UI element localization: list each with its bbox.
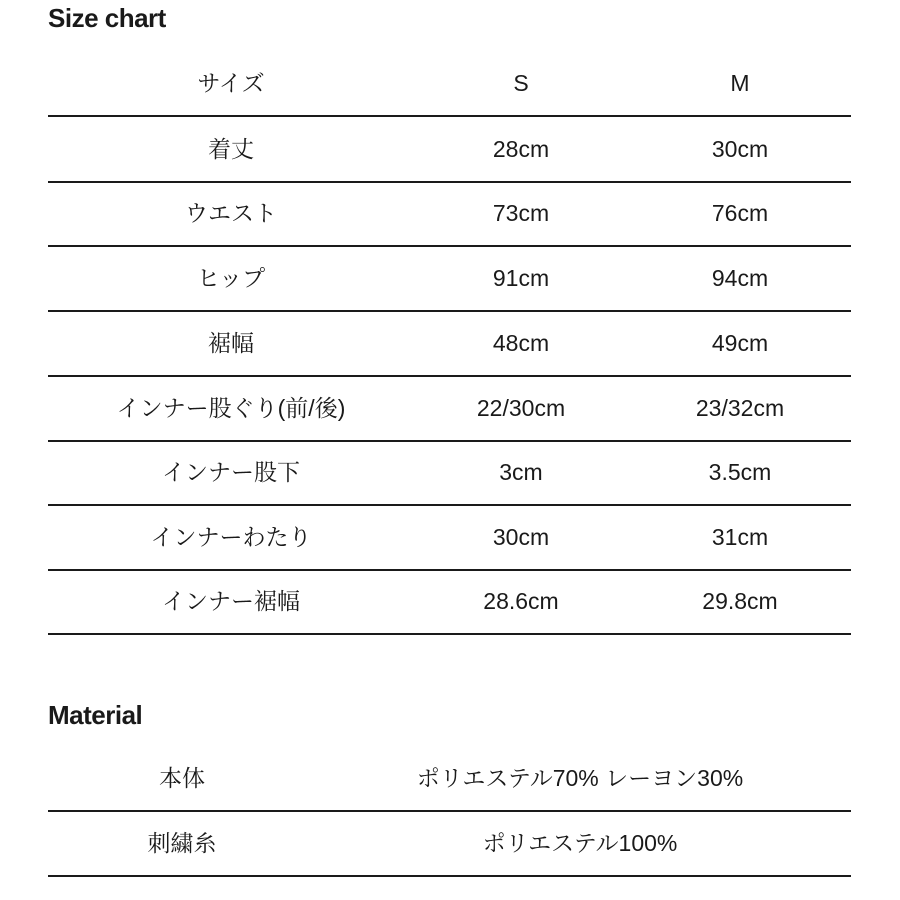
- value-s: 28cm: [492, 136, 550, 162]
- table-row: [48, 117, 851, 183]
- material-part: 刺繍糸: [147, 830, 217, 856]
- value-s: 73cm: [492, 200, 550, 226]
- header-s: S: [513, 70, 529, 96]
- row-label: ウエスト: [185, 200, 277, 226]
- value-s: 48cm: [492, 330, 550, 356]
- row-label: インナー股下: [162, 459, 300, 485]
- table-row: [48, 311, 851, 377]
- value-s: 91cm: [492, 265, 550, 291]
- row-label: インナー股ぐり(前/後): [116, 395, 346, 421]
- material-composition: ポリエステル100%: [482, 830, 678, 856]
- value-m: 49cm: [711, 330, 769, 356]
- value-m: 76cm: [711, 200, 769, 226]
- value-m: 30cm: [711, 136, 769, 162]
- table-row: [48, 569, 851, 635]
- value-m: 23/32cm: [695, 395, 785, 421]
- row-label: ヒップ: [196, 265, 266, 291]
- material-part: 本体: [159, 765, 205, 791]
- header-m: M: [730, 70, 750, 96]
- row-label: 着丈: [208, 136, 254, 162]
- table-row: [48, 376, 851, 442]
- value-s: 22/30cm: [476, 395, 566, 421]
- table-header-row: [48, 51, 851, 117]
- table-row: [48, 505, 851, 571]
- header-size: サイズ: [197, 70, 265, 96]
- value-m: 31cm: [711, 524, 769, 550]
- table-row: [48, 440, 851, 506]
- material-composition: ポリエステル70% レーヨン30%: [416, 765, 744, 791]
- table-row: [48, 246, 851, 312]
- table-row: [48, 181, 851, 247]
- row-label: インナーわたり: [150, 524, 312, 550]
- row-label: インナー裾幅: [162, 588, 300, 614]
- value-m: 94cm: [711, 265, 769, 291]
- material-title: Material: [48, 700, 143, 730]
- row-label: 裾幅: [208, 330, 254, 356]
- material-row: [48, 811, 851, 877]
- value-m: 3.5cm: [708, 459, 772, 485]
- size-chart-title: Size chart: [48, 3, 166, 33]
- value-m: 29.8cm: [702, 588, 778, 614]
- value-s: 30cm: [492, 524, 550, 550]
- value-s: 28.6cm: [483, 588, 559, 614]
- material-row: [48, 746, 851, 812]
- value-s: 3cm: [499, 459, 543, 485]
